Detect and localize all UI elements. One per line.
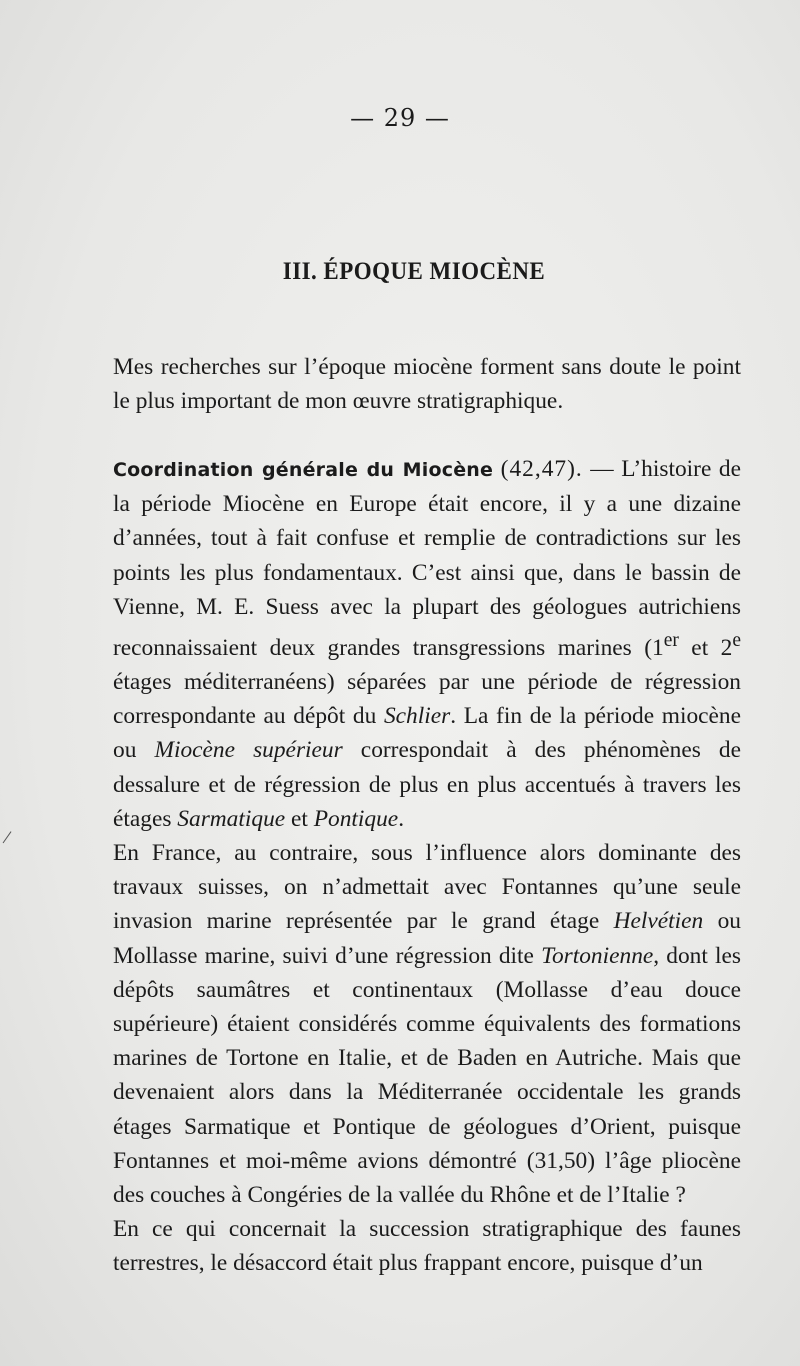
paragraph-coordination [113,452,741,836]
superscript: e [732,630,741,652]
paragraph-text: . La fin de la période miocène ou [113,703,741,764]
paragraph-text: et [285,805,314,832]
paragraph-text: , dont les dépôts saumâtres et continentaux (Mollasse d’eau douce supérieure) étaient considérés comme équivalents des formations marines de Tortone en Italie, et de Baden en Autriche. Mais que devenaient alors dans la Méditerranée occidentale les grands étages Sarmatique et Pontique de géologues d’Orient, puisque Fontannes et moi-même avions démontré (31,50) l’âge pliocène des couches à Congéries de la vallée du Rhône et de l’Italie ? [113,942,741,1209]
superscript: er [663,630,679,652]
paragraph-text: — L’histoire de la période Miocène en Europe était encore, il y a une dizaine d’années, tout à fait confuse et remplie de contradictions sur les points les plus fondamentaux. C’est ainsi que, dans le bassin de Vienne, M. E. Suess avec la plupart des géologues autrichiens reconnaissaient deux grandes transgressions marines (1 [113,456,741,661]
italic-term: Tortonienne [541,942,654,969]
paragraph-text: . [398,805,405,832]
paragraph-france [113,836,741,1212]
subheading: Coordination générale du Miocène [113,459,494,481]
margin-mark [3,831,17,846]
paragraph-faunes: En ce qui concernait la succession stratigraphique des faunes terrestres, le désaccord était plus frappant encore, puisque d’un [113,1216,741,1277]
italic-term: Miocène supérieur [154,737,343,764]
italic-term: Sarmatique [177,805,286,832]
paragraph-text: En France, au contraire, sous l’influence alors dominante des travaux suisses, on n’admettait avec Fontannes qu’une seule invasion marine représentée par le grand étage [113,840,741,935]
page-number: — 29 — [350,104,450,132]
paragraph-text: et 2 [678,634,733,661]
section-title: III. ÉPOQUE MIOCÈNE [282,258,546,285]
paragraph-text: étages méditerranéens) séparées par une période de régression correspondante au dépôt du [113,669,741,730]
italic-term: Helvétien [613,908,704,935]
body-text [113,452,741,1281]
italic-term: Pontique [313,805,399,832]
intro-paragraph: Mes recherches sur l’époque miocène forment sans doute le point le plus important de mon œuvre stratigraphique. [113,354,741,415]
italic-term: Schlier [383,703,451,730]
subheading-refs: (42,47). [500,456,583,482]
paragraph-text: ou Mollasse marine, suivi d’une régression dite [113,908,741,969]
paragraph-text: correspondait à des phénomènes de dessalure et de régression de plus en plus accentués à travers les étages [113,737,741,832]
